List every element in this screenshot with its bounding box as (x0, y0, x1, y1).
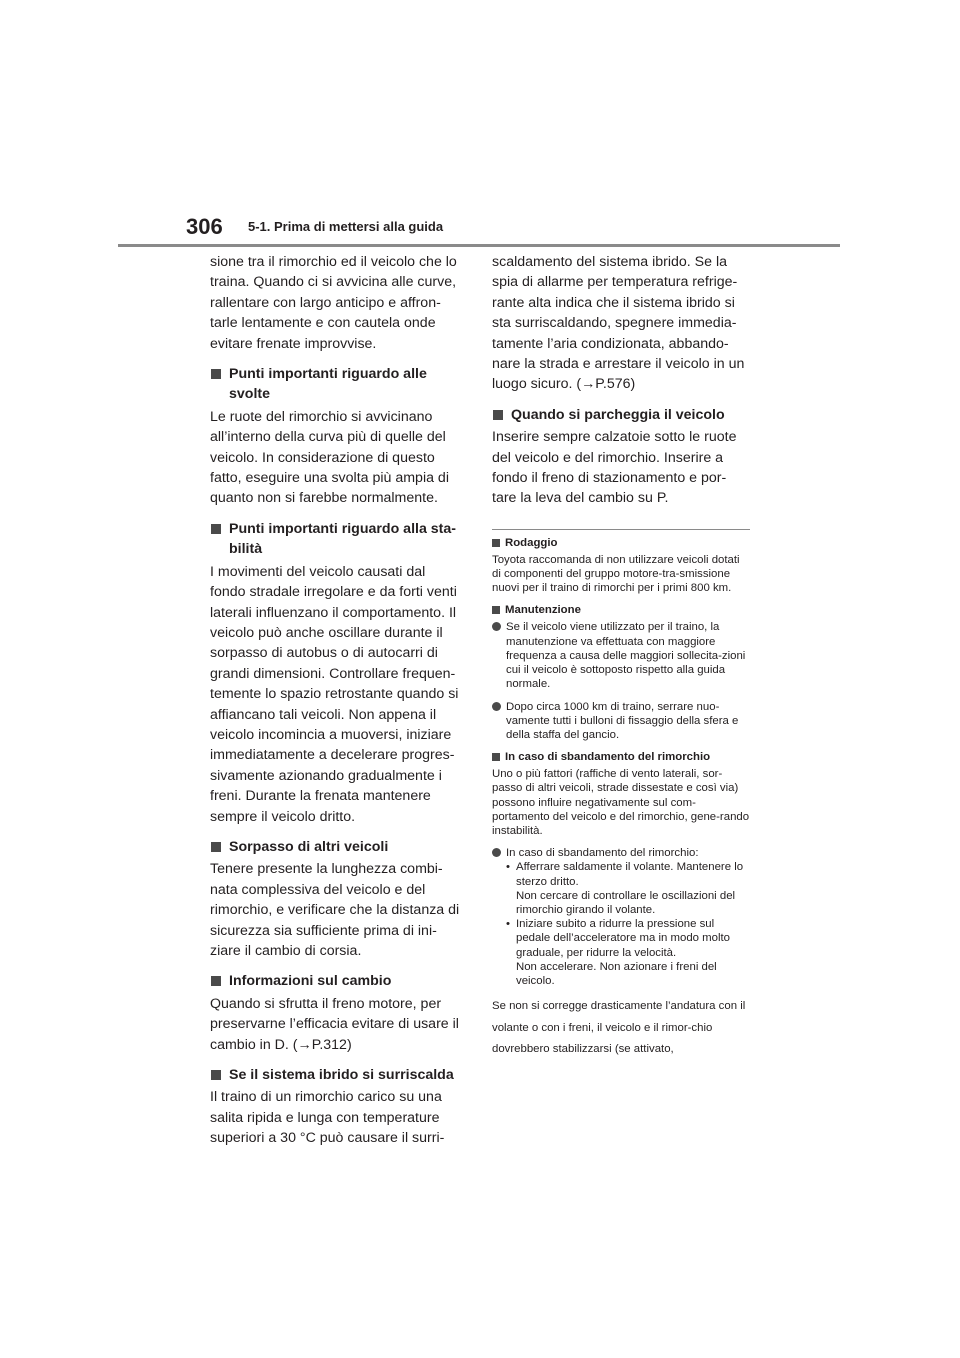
list-item: • Afferrare saldamente il volante. Mantenere lo sterzo dritto. (506, 861, 744, 888)
square-bullet-icon (492, 606, 500, 614)
square-bullet-icon (492, 753, 500, 761)
notes-divider (492, 529, 750, 530)
note-sbandamento: Uno o più fattori (raffiche di vento laterali, sor-passo di altri veicoli, strade dissestate e così via) possono influire negativamente sul com-portamento del veicolo e del rimorchio, gene-rando instabilità. (492, 768, 750, 837)
note-heading-sbandamento: In caso di sbandamento del rimorchio (492, 750, 750, 765)
square-bullet-icon (211, 369, 221, 379)
heading-surriscalda: Se il sistema ibrido si surriscalda (210, 1065, 464, 1085)
note-heading-manutenzione: Manutenzione (492, 603, 750, 618)
header-rule (118, 244, 840, 247)
left-column (210, 252, 464, 1159)
paragraph-surriscalda: Il traino di un rimorchio carico su una salita ripida e lunga con temperature superiori a 30 °C può causare il surri- (210, 1089, 445, 1147)
square-bullet-icon (211, 524, 221, 534)
intro-paragraph: sione tra il rimorchio ed il veicolo che lo traina. Quando ci si avvicina alle curve, rallentare con largo anticipo e affron-tarle lentamente e con cautela onde evitare frenate improvvise. (210, 254, 457, 352)
note-bullet-manutenzione-1: Se il veicolo viene utilizzato per il traino, la manutenzione va effettuata con maggiore frequenza a causa delle maggiori sollecita-zioni cui il veicolo è sottoposto rispetto alla guida normale. (492, 620, 750, 691)
circle-bullet-icon (492, 702, 501, 711)
square-bullet-icon (211, 976, 221, 986)
list-item-continued: Non cercare di controllare le oscillazioni del rimorchio girando il volante. (516, 889, 736, 916)
circle-bullet-icon (492, 848, 501, 857)
note-bullet-sbandamento: In caso di sbandamento del rimorchio: • Afferrare saldamente il volante. Mantenere lo sterzo dritto. Non cercare di controllare le oscillazioni del rimorchio girando il volante. • Iniziare subito a ridurre la pressione sul pedale dell’acceleratore ma in modo molto graduale, per ridurre la velocità. Non accelerare. Non azionare i freni del veicolo. (492, 846, 750, 988)
paragraph-continued: scaldamento del sistema ibrido. Se la spia di allarme per temperatura refrige-rante alta indica che il sistema ibrido si sta surriscaldando, spegnere immedia-tamente l’aria condizionata, abbando-nare la strada e arrestare il veicolo in un luogo sicuro. (→P.576) (492, 254, 745, 393)
list-item-continued: Non accelerare. Non azionare i freni del veicolo. (516, 960, 717, 987)
circle-bullet-icon (492, 622, 501, 631)
list-item: • Iniziare subito a ridurre la pressione sul pedale dell’acceleratore ma in modo molto graduale, per ridurre la velocità. (506, 918, 731, 959)
note-heading-rodaggio: Rodaggio (492, 536, 750, 551)
heading-svolte: Punti importanti riguardo alle svolte (210, 364, 464, 405)
paragraph-cambio: Quando si sfrutta il freno motore, per preservarne l’efficacia evitare di usare il cambio in D. (→P.312) (210, 995, 459, 1053)
note-rodaggio: Toyota raccomanda di non utilizzare veicoli dotati di componenti del gruppo motore-tra-smissione nuovi per il traino di rimorchi per i primi 800 km. (492, 553, 740, 595)
heading-cambio: Informazioni sul cambio (210, 971, 464, 991)
bullet-dot-icon: • (506, 861, 510, 874)
note-tail-paragraph: Se non si corregge drasticamente l’andatura con il volante o con i freni, il veicolo e il rimor-chio dovrebbero stabilizzarsi (se attivato, (492, 1000, 746, 1056)
page-number: 306 (186, 214, 223, 239)
square-bullet-icon (211, 1070, 221, 1080)
paragraph-stabilita: I movimenti del veicolo causati dal fondo stradale irregolare e da forti venti laterali influenzano il comportamento. Il veicolo può anche oscillare durante il sorpasso di autobus o di autocarri di grandi dimensioni. Controllare frequen-temente lo spazio retrostante quando si affiancano tali veicoli. Non appena il veicolo incomincia a muoversi, iniziare immediatamente a decelerare progres-sivamente azionando gradualmente i freni. Durante la frenata mantenere sempre il veicolo dritto. (210, 563, 459, 825)
note-bullet-manutenzione-2: Dopo circa 1000 km di traino, serrare nuo-vamente tutti i bulloni di fissaggio della sfera e della staffa del gancio. (492, 700, 750, 743)
heading-parcheggio: Quando si parcheggia il veicolo (492, 405, 750, 425)
square-bullet-icon (211, 842, 221, 852)
bullet-dot-icon: • (506, 918, 510, 931)
heading-sorpasso: Sorpasso di altri veicoli (210, 837, 464, 857)
right-column (492, 252, 750, 1061)
heading-stabilita: Punti importanti riguardo alla sta-bilità (210, 519, 464, 560)
square-bullet-icon (492, 539, 500, 547)
paragraph-sorpasso: Tenere presente la lunghezza combi-nata complessiva del veicolo e del rimorchio, e verificare che la distanza di sicurezza sia sufficiente prima di ini-ziare il cambio di corsia. (210, 861, 460, 959)
square-bullet-icon (493, 410, 503, 420)
paragraph-svolte: Le ruote del rimorchio si avvicinano all’interno della curva più di quelle del veicolo. In considerazione di questo fatto, eseguire una svolta più ampia di quanto non si farebbe normalmente. (210, 408, 449, 507)
paragraph-parcheggio: Inserire sempre calzatoie sotto le ruote del veicolo e del rimorchio. Inserire a fondo il freno di stazionamento e por-tare la leva del cambio su P. (492, 429, 737, 507)
section-title: 5-1. Prima di mettersi alla guida (248, 219, 444, 234)
